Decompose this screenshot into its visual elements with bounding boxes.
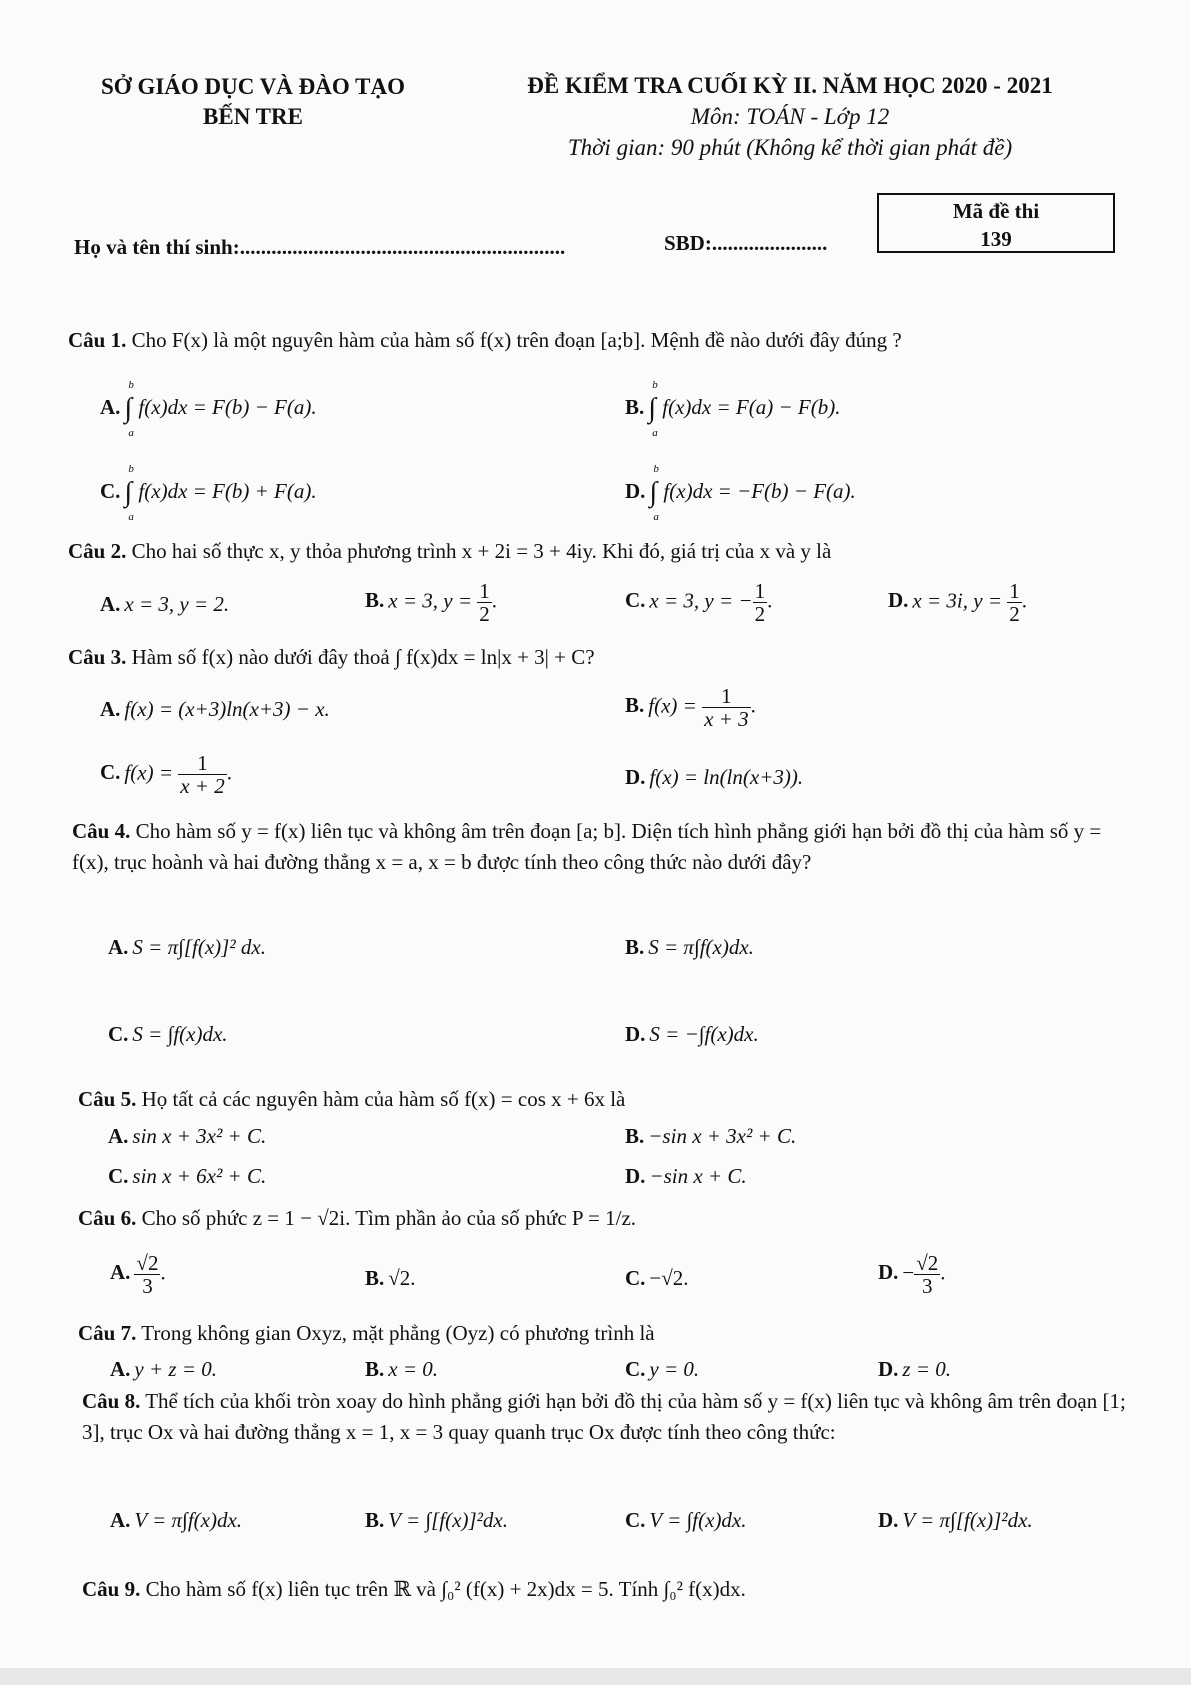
question-5 (78, 1084, 1128, 1115)
question-number: Câu 9. (82, 1577, 141, 1601)
question-number: Câu 1. (68, 328, 127, 352)
option-d: D. ∫ b a f(x)dx = −F(b) − F(a). (625, 463, 856, 523)
option-b: B. ∫ b a f(x)dx = F(a) − F(b). (625, 379, 841, 439)
question-text: Họ tất cả các nguyên hàm của hàm số f(x) = cos x + 6x là (141, 1087, 626, 1111)
option-c: C. y = 0. (625, 1357, 700, 1381)
option-a: A. sin x + 3x² + C. (108, 1124, 267, 1148)
option-c: C. ∫ b a f(x)dx = F(b) + F(a). (100, 463, 317, 523)
dept-line-1: SỞ GIÁO DỤC VÀ ĐÀO TẠO (101, 74, 405, 99)
question-number: Câu 5. (78, 1087, 137, 1111)
question-text: Thể tích của khối tròn xoay do hình phẳng giới hạn bởi đồ thị của hàm số y = f(x) liên tục và không âm trên đoạn [1; 3], trục Ox và hai đường thẳng x = 1, x = 3 quay quanh trục Ox được tính theo công thức: (82, 1389, 1126, 1444)
option-b: B. f(x) = $\frac{1}{x + 3}$ . (625, 684, 756, 731)
question-7 (78, 1318, 1128, 1349)
option-d: D. V = π∫[f(x)]²dx. (878, 1508, 1033, 1532)
option-d: D. x = 3i, y = $\frac{1}{2}$ . (888, 579, 1027, 626)
option-d: D. S = −∫f(x)dx. (625, 1022, 759, 1046)
option-a: A. $\frac{√2}{3}$ . (110, 1251, 166, 1298)
option-a: A. f(x) = (x+3)ln(x+3) − x. (100, 697, 330, 721)
option-a: A. S = π∫[f(x)]² dx. (108, 935, 266, 959)
question-number: Câu 2. (68, 539, 127, 563)
question-text: Cho hàm số y = f(x) liên tục và không âm trên đoạn [a; b]. Diện tích hình phẳng giới hạn bởi đồ thị của hàm số y = f(x), trục hoành và hai đường thẳng x = a, x = b được tính theo công thức nào dưới đây? (72, 819, 1102, 874)
option-d: D. −sin x + C. (625, 1164, 747, 1188)
page-bottom-edge (0, 1668, 1191, 1685)
question-text: Cho F(x) là một nguyên hàm của hàm số f(x) trên đoạn [a;b]. Mệnh đề nào dưới đây đúng ? (131, 328, 902, 352)
option-a: A. V = π∫f(x)dx. (110, 1508, 243, 1532)
question-number: Câu 6. (78, 1206, 137, 1230)
question-6 (78, 1203, 1128, 1234)
exam-code-box (877, 193, 1115, 253)
dept-line-2: BẾN TRE (203, 104, 303, 129)
option-c: C. sin x + 6x² + C. (108, 1164, 267, 1188)
option-a: A. x = 3, y = 2. (100, 592, 230, 616)
question-text: Hàm số f(x) nào dưới đây thoả ∫ f(x)dx = ln|x + 3| + C? (131, 645, 595, 669)
exam-title: ĐỀ KIỂM TRA CUỐI KỲ II. NĂM HỌC 2020 - 2021 (527, 73, 1053, 98)
option-b: B. −sin x + 3x² + C. (625, 1124, 797, 1148)
option-d: D. f(x) = ln(ln(x+3)). (625, 765, 804, 789)
exam-duration: Thời gian: 90 phút (Không kể thời gian phát đề) (567, 135, 1013, 160)
option-a: A. y + z = 0. (110, 1357, 218, 1381)
question-9 (82, 1574, 1132, 1605)
question-3 (68, 642, 1118, 673)
question-number: Câu 7. (78, 1321, 137, 1345)
exam-subject: Môn: TOÁN - Lớp 12 (690, 104, 890, 129)
option-b: B. S = π∫f(x)dx. (625, 935, 754, 959)
question-2 (68, 536, 1118, 567)
option-a: A. ∫ b a f(x)dx = F(b) − F(a). (100, 379, 317, 439)
option-d: D. − $\frac{√2}{3}$ . (878, 1251, 946, 1298)
exam-code-label: Mã đề thi (952, 199, 1040, 223)
question-text: Cho hai số thực x, y thỏa phương trình x + 2i = 3 + 4iy. Khi đó, giá trị của x và y là (131, 539, 832, 563)
question-number: Câu 3. (68, 645, 127, 669)
student-name-field: Họ và tên thí sinh:.............................................................. (74, 235, 566, 259)
question-number: Câu 4. (72, 819, 131, 843)
question-text: Cho hàm số f(x) liên tục trên ℝ và ∫₀² (f(x) + 2x)dx = 5. Tính ∫₀² f(x)dx. (145, 1577, 746, 1601)
question-8 (82, 1386, 1132, 1448)
option-b: B. √2. (365, 1266, 416, 1290)
option-c: C. f(x) = $\frac{1}{x + 2}$ . (100, 751, 232, 798)
question-4 (72, 816, 1122, 878)
option-c: C. S = ∫f(x)dx. (108, 1022, 228, 1046)
option-c: C. −√2. (625, 1266, 689, 1290)
question-text: Cho số phức z = 1 − √2i. Tìm phần ảo của số phức P = 1/z. (141, 1206, 637, 1230)
option-d: D. z = 0. (878, 1357, 952, 1381)
exam-code-value: 139 (980, 227, 1012, 251)
exam-header (470, 70, 1110, 163)
option-b: B. V = ∫[f(x)]²dx. (365, 1508, 508, 1532)
question-number: Câu 8. (82, 1389, 141, 1413)
option-c: C. V = ∫f(x)dx. (625, 1508, 747, 1532)
student-id-field: SBD:...................... (664, 231, 828, 255)
department-header (78, 72, 428, 132)
option-b: B. x = 0. (365, 1357, 439, 1381)
question-1 (68, 325, 1118, 356)
option-c: C. x = 3, y = − $\frac{1}{2}$ . (625, 579, 773, 626)
question-text: Trong không gian Oxyz, mặt phẳng (Oyz) có phương trình là (141, 1321, 655, 1345)
option-b: B. x = 3, y = $\frac{1}{2}$ . (365, 579, 497, 626)
